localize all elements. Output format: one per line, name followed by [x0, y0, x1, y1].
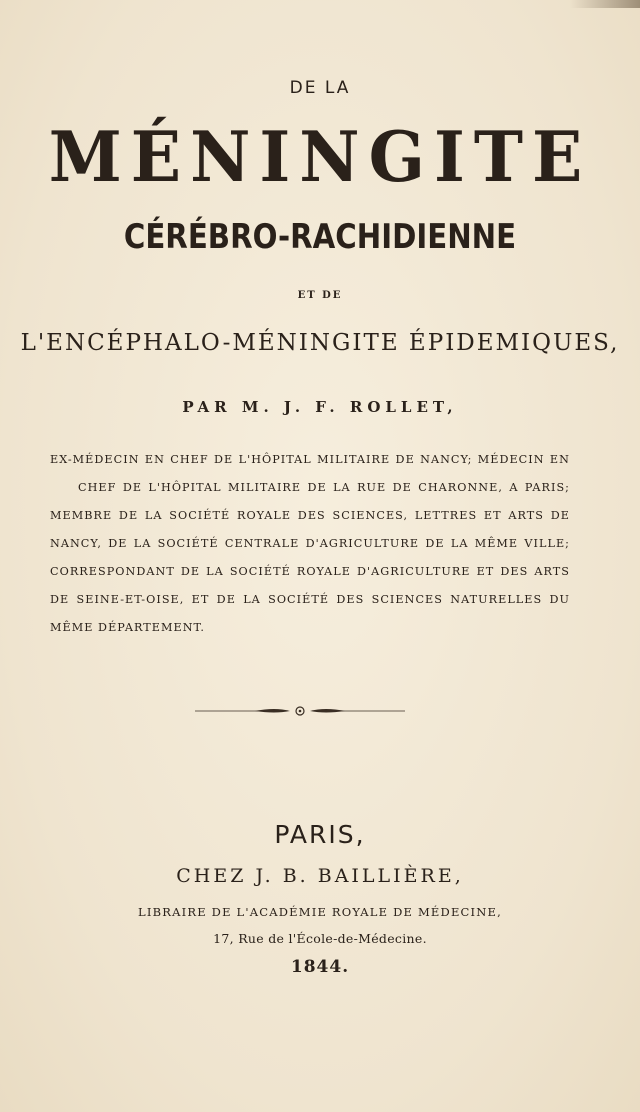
author-description-line: MÊME DÉPARTEMENT. — [50, 621, 206, 634]
author-description-line: NANCY, DE LA SOCIÉTÉ CENTRALE D'AGRICULTURE DE LA MÊME VILLE; — [50, 537, 570, 550]
author-description-line: EX-MÉDECIN EN CHEF DE L'HÔPITAL MILITAIRE DE NANCY; MÉDECIN EN — [50, 453, 570, 466]
sub-title: CÉRÉBRO-RACHIDIENNE — [123, 217, 517, 257]
second-title: L'ENCÉPHALO-MÉNINGITE ÉPIDEMIQUES, — [20, 330, 620, 356]
ornament-divider — [195, 704, 405, 718]
author-description — [50, 446, 570, 642]
conjunction: ET DE — [297, 290, 343, 301]
imprint-publisher-role: LIBRAIRE DE L'ACADÉMIE ROYALE DE MÉDECINE, — [138, 905, 502, 919]
imprint-publisher: CHEZ J. B. BAILLIÈRE, — [176, 865, 464, 887]
author-line: PAR M. J. F. ROLLET, — [182, 398, 458, 416]
pre-title: DE LA — [289, 78, 351, 98]
imprint-address: 17, Rue de l'École-de-Médecine. — [213, 931, 427, 946]
imprint-city: PARIS, — [274, 820, 366, 849]
main-title: MÉNINGITE — [48, 116, 592, 198]
author-description-line: CHEF DE L'HÔPITAL MILITAIRE DE LA RUE DE CHARONNE, A PARIS; — [78, 481, 570, 494]
author-description-line: CORRESPONDANT DE LA SOCIÉTÉ ROYALE D'AGRICULTURE ET DES ARTS — [50, 565, 570, 578]
page-edge-stain — [570, 0, 640, 8]
imprint-year: 1844. — [290, 957, 350, 977]
author-description-line: MEMBRE DE LA SOCIÉTÉ ROYALE DES SCIENCES, LETTRES ET ARTS DE — [50, 509, 570, 522]
author-description-line: DE SEINE-ET-OISE, ET DE LA SOCIÉTÉ DES SCIENCES NATURELLES DU — [50, 593, 570, 606]
